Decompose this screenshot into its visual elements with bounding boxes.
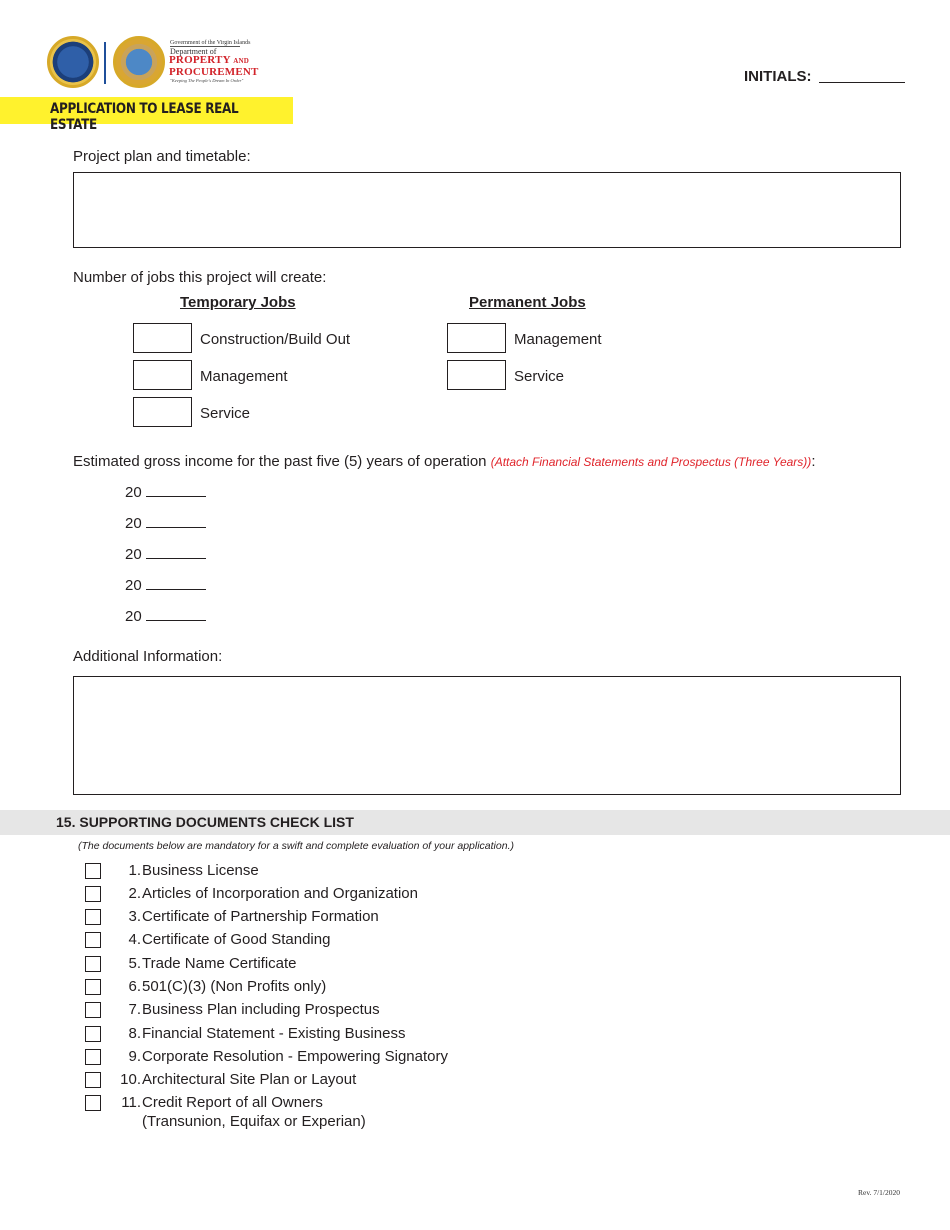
project-plan-field[interactable] <box>73 172 901 248</box>
permanent-management-input[interactable] <box>447 323 506 353</box>
revision-date: Rev. 7/1/2020 <box>858 1188 901 1197</box>
checkbox[interactable] <box>85 979 101 995</box>
permanent-jobs-heading: Permanent Jobs <box>469 294 586 311</box>
virgin-islands-seal <box>47 36 99 88</box>
checkbox[interactable] <box>85 909 101 925</box>
checkbox[interactable] <box>85 886 101 902</box>
temporary-service-input[interactable] <box>133 397 192 427</box>
checklist-section-bar <box>0 810 950 835</box>
application-title-banner <box>0 97 293 133</box>
project-plan-label: Project plan and timetable: <box>73 148 251 165</box>
initials-field[interactable] <box>819 82 905 83</box>
additional-info-field[interactable] <box>73 676 901 795</box>
logo-divider <box>104 42 106 84</box>
checkbox[interactable] <box>85 1002 101 1018</box>
checklist-note: (The documents below are mandatory for a swift and complete evaluation of your application.) <box>78 840 514 852</box>
checklist-heading: 15. SUPPORTING DOCUMENTS CHECK LIST <box>56 814 354 830</box>
gov-line: Government of the Virgin Islands <box>170 40 251 46</box>
checkbox[interactable] <box>85 1072 101 1088</box>
jobs-label: Number of jobs this project will create: <box>73 269 327 286</box>
initials-label: INITIALS: <box>744 68 812 85</box>
income-label: Estimated gross income for the past five (5) years of operation (Attach Financial Statements and Prospectus (Three Years)): <box>73 453 816 470</box>
temporary-jobs-heading: Temporary Jobs <box>180 294 296 311</box>
income-year-5[interactable]: 20 <box>125 608 206 625</box>
checkbox[interactable] <box>85 1095 101 1111</box>
checkbox[interactable] <box>85 932 101 948</box>
permanent-management-label: Management <box>514 331 602 348</box>
application-title: APPLICATION TO LEASE REAL ESTATE <box>50 101 239 133</box>
dept-line: Department of <box>170 46 240 56</box>
temporary-service-label: Service <box>200 405 251 422</box>
checkbox[interactable] <box>85 956 101 972</box>
checkbox[interactable] <box>85 1049 101 1065</box>
income-year-1[interactable]: 20 <box>125 484 206 501</box>
temporary-management-input[interactable] <box>133 360 192 390</box>
tagline: "Keeping The People's Dream In Order" <box>170 78 244 83</box>
checkbox[interactable] <box>85 1026 101 1042</box>
checklist-item-subtext: (Transunion, Equifax or Experian) <box>142 1113 366 1130</box>
permanent-service-label: Service <box>514 368 565 385</box>
temporary-management-label: Management <box>200 368 288 385</box>
department-seal <box>113 36 165 88</box>
temporary-construction-label: Construction/Build Out <box>200 331 351 348</box>
permanent-service-input[interactable] <box>447 360 506 390</box>
checkbox[interactable] <box>85 863 101 879</box>
brand-line-1: PROPERTY AND <box>169 54 250 66</box>
additional-info-label: Additional Information: <box>73 648 223 665</box>
brand-line-2: PROCUREMENT <box>169 66 259 78</box>
income-note: (Attach Financial Statements and Prospectus (Three Years)) <box>490 455 812 469</box>
income-year-4[interactable]: 20 <box>125 577 206 594</box>
income-year-2[interactable]: 20 <box>125 515 206 532</box>
temporary-construction-input[interactable] <box>133 323 192 353</box>
income-year-3[interactable]: 20 <box>125 546 206 563</box>
